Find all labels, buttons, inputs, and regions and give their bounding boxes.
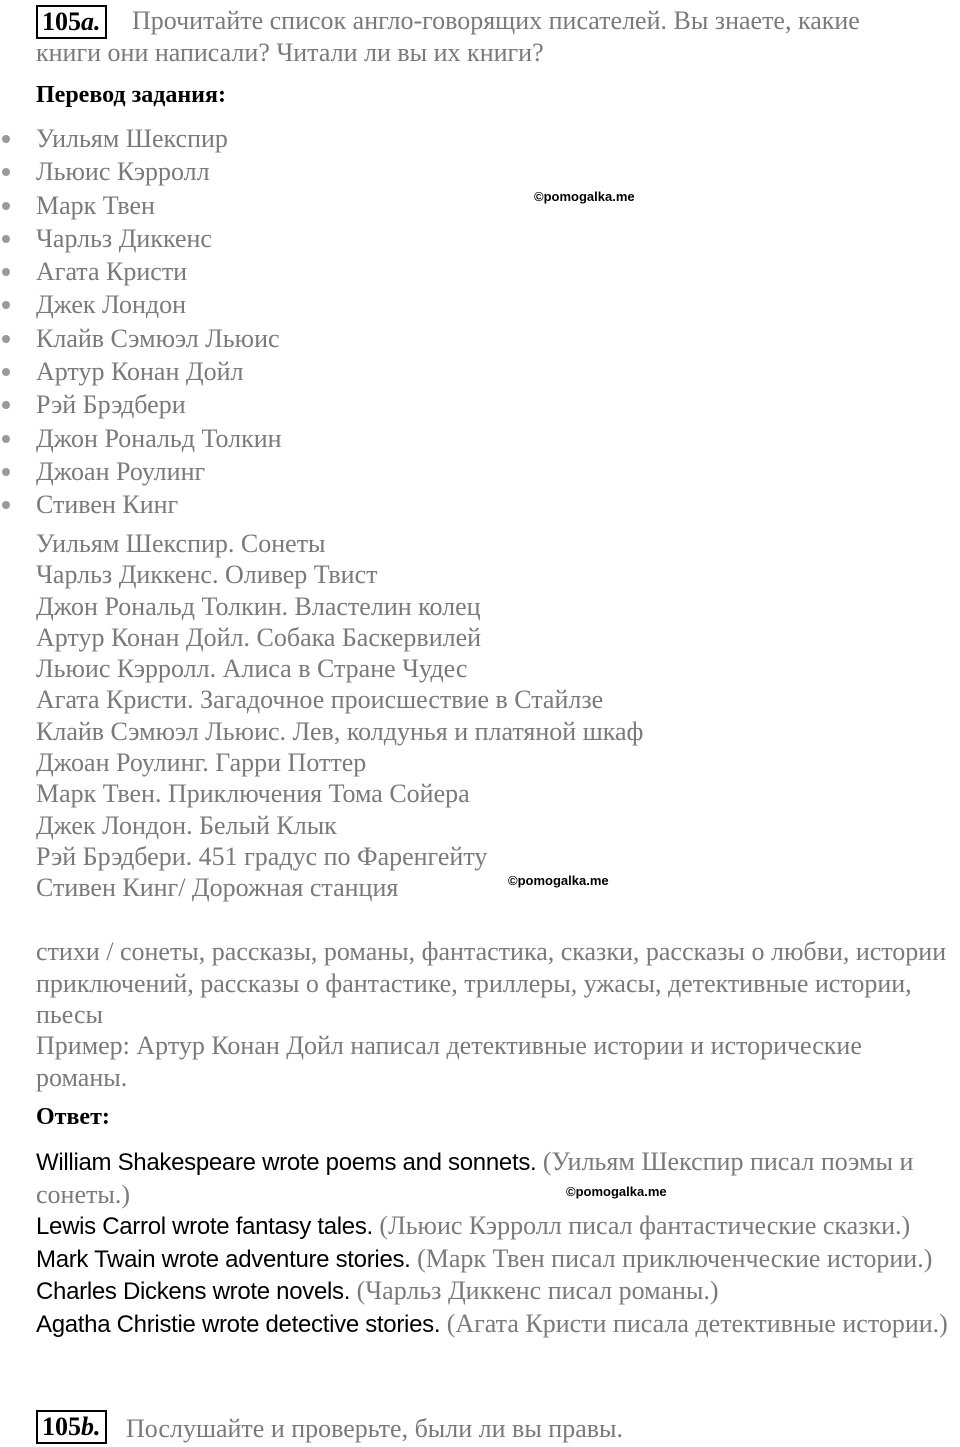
exercise-instruction: Послушайте и проверьте, были ли вы правы. <box>126 1414 623 1443</box>
bullet-icon <box>2 401 10 409</box>
bullet-icon <box>2 335 10 343</box>
answer-item <box>36 1210 960 1243</box>
bullet-icon <box>2 235 10 243</box>
bullet-icon <box>2 168 10 176</box>
exercise-instruction: Прочитайте список англо-говорящих писателей. Вы знаете, какие книги они написали? Читали ли вы их книги? <box>36 6 860 67</box>
list-item: Джон Рональд Толкин. Властелин колец <box>36 591 481 621</box>
exercise-number-badge <box>36 1410 107 1444</box>
answers-list <box>36 1146 960 1340</box>
list-item: Агата Кристи <box>0 255 282 288</box>
list-item: Льюис Кэрролл. Алиса в Стране Чудес <box>36 654 468 684</box>
bullet-icon <box>2 468 10 476</box>
list-item: Уильям Шекспир. Сонеты <box>36 529 326 558</box>
list-item: Джон Рональд Толкин <box>0 422 282 455</box>
answer-english: Lewis Carrol wrote fantasy tales. <box>36 1213 373 1240</box>
watermark: ©pomogalka.me <box>566 1184 667 1199</box>
bullet-icon <box>2 202 10 210</box>
bullet-icon <box>2 135 10 143</box>
books-list <box>36 528 643 904</box>
list-item: Артур Конан Дойл <box>0 355 282 388</box>
list-item: Льюис Кэрролл <box>0 155 282 188</box>
writers-list <box>0 122 282 522</box>
answer-english: Charles Dickens wrote novels. <box>36 1278 351 1305</box>
list-item: Джоан Роулинг <box>0 455 282 488</box>
list-item: Клайв Сэмюэл Льюис <box>0 322 282 355</box>
list-item: Марк Твен <box>0 189 282 222</box>
translation-heading: Перевод задания: <box>36 82 226 108</box>
answer-english: William Shakespeare wrote poems and sonnets. <box>36 1149 537 1176</box>
answer-russian: (Марк Твен писал приключенческие истории.) <box>417 1243 933 1273</box>
bullet-icon <box>2 435 10 443</box>
answer-russian: (Уильям Шекспир писал поэмы и сонеты.) <box>36 1147 914 1209</box>
bullet-icon <box>2 501 10 509</box>
bullet-icon <box>2 268 10 276</box>
list-item: Чарльз Диккенс <box>0 222 282 255</box>
list-item: Рэй Брэдбери. 451 градус по Фаренгейту <box>36 841 488 871</box>
exercise-number: 105 <box>42 7 81 36</box>
list-item: Джек Лондон <box>0 288 282 321</box>
list-item: Джек Лондон. Белый Клык <box>36 810 337 840</box>
exercise-letter: a. <box>81 7 101 36</box>
list-item: Клайв Сэмюэл Льюис. Лев, колдунья и платяной шкаф <box>36 716 644 746</box>
answer-item <box>36 1146 960 1210</box>
answer-item <box>36 1243 960 1276</box>
answer-russian: (Агата Кристи писала детективные истории.) <box>446 1308 948 1338</box>
list-item: Стивен Кинг/ Дорожная станция <box>36 873 399 903</box>
answer-item <box>36 1275 960 1308</box>
list-item: Артур Конан Дойл. Собака Баскервилей <box>36 622 482 652</box>
list-item: Агата Кристи. Загадочное происшествие в Стайлзе <box>36 685 604 715</box>
watermark: ©pomogalka.me <box>534 189 635 204</box>
list-item: Уильям Шекспир <box>0 122 282 155</box>
answer-english: Agatha Christie wrote detective stories. <box>36 1310 441 1338</box>
watermark: ©pomogalka.me <box>508 873 609 888</box>
answer-item <box>36 1308 960 1341</box>
exercise-letter: b. <box>81 1412 101 1441</box>
answer-russian: (Чарльз Диккенс писал романы.) <box>356 1276 719 1305</box>
list-item: Марк Твен. Приключения Тома Сойера <box>36 779 470 809</box>
example-paragraph: Пример: Артур Конан Дойл написал детективные истории и исторические романы. <box>36 1031 862 1092</box>
genres-paragraph: стихи / сонеты, рассказы, романы, фантастика, сказки, рассказы о любви, истории приключений, рассказы о фантастике, триллеры, ужасы, детективные истории, пьесы <box>36 937 947 1029</box>
list-item: Чарльз Диккенс. Оливер Твист <box>36 560 378 590</box>
list-item: Стивен Кинг <box>0 488 282 521</box>
answer-heading: Ответ: <box>36 1104 110 1130</box>
bullet-icon <box>2 368 10 376</box>
answer-russian: (Льюис Кэрролл писал фантастические сказки.) <box>379 1211 911 1240</box>
list-item: Джоан Роулинг. Гарри Поттер <box>36 748 367 778</box>
answer-english: Mark Twain wrote adventure stories. <box>36 1245 411 1273</box>
exercise-number: 105 <box>42 1412 81 1441</box>
list-item: Рэй Брэдбери <box>0 388 282 421</box>
bullet-icon <box>2 301 10 309</box>
